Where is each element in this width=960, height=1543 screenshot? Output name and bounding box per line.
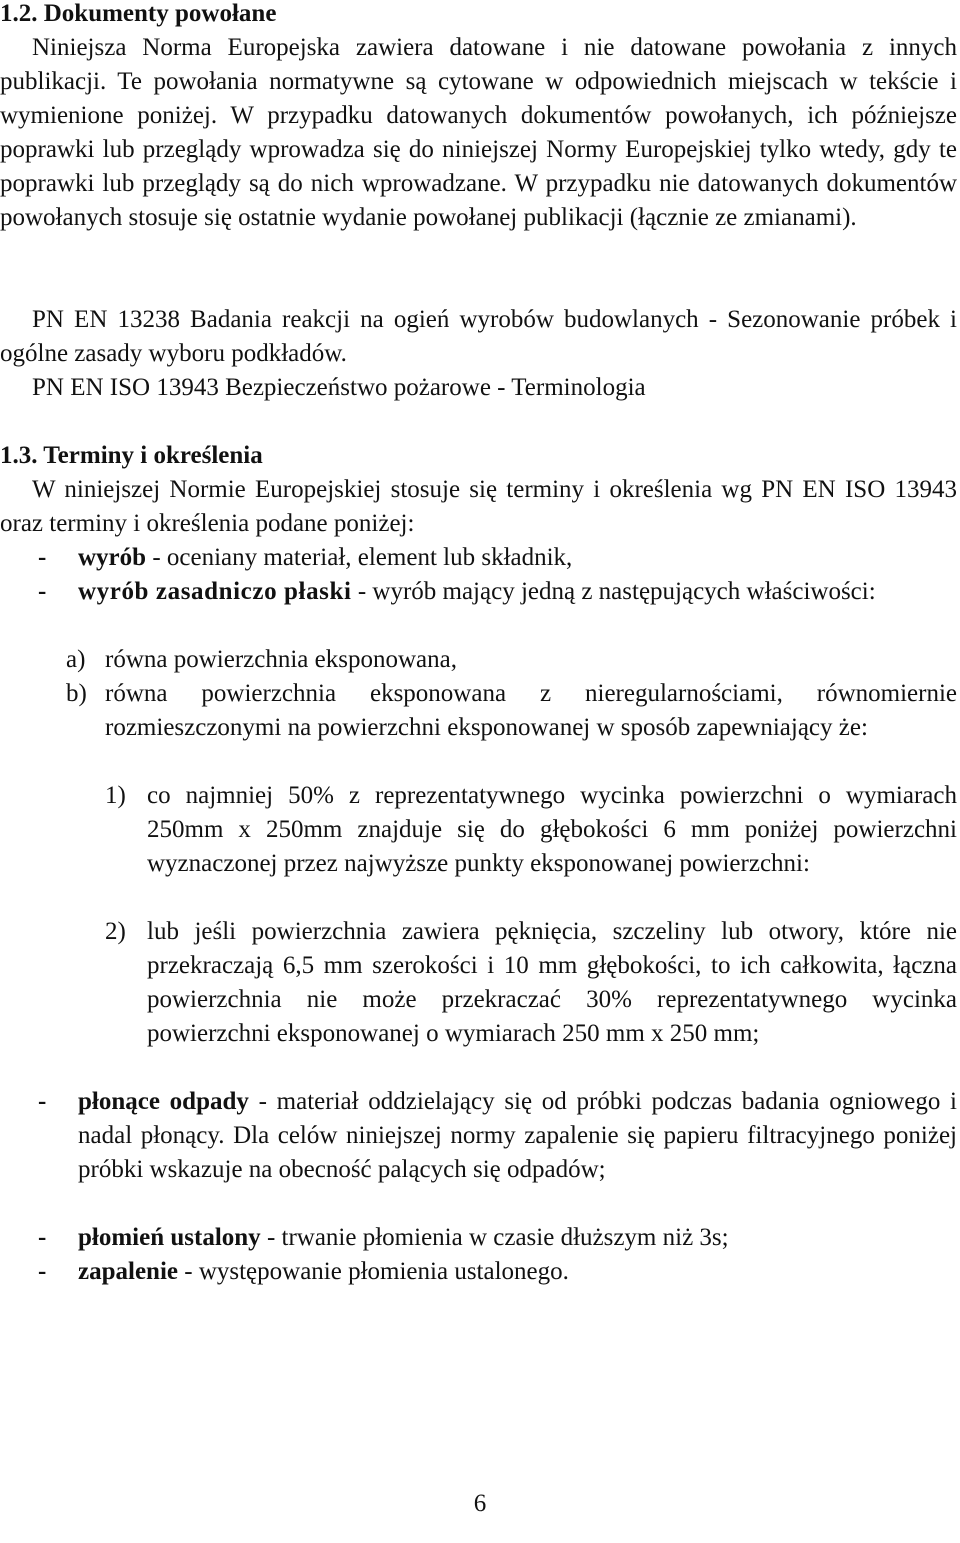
- term-text: - oceniany materiał, element lub składnik,: [146, 544, 573, 571]
- page-number: 6: [473, 1490, 487, 1517]
- reference-pn-en-iso-13943: PN EN ISO 13943 Bezpieczeństwo pożarowe - Terminologia: [32, 374, 646, 401]
- term-definition: [78, 1085, 957, 1187]
- term-text: - trwanie płomienia w czasie dłuższym niż 3s;: [260, 1224, 729, 1251]
- list-label: a): [66, 646, 86, 673]
- references-paragraph: Niniejsza Norma Europejska zawiera datowane i nie datowane powołania z innych publikacji. Te powołania normatywne są cytowane w odpowiednich miejscach w tekście i wymienione poniżej. W przypadku datowanych dokumentów powołanych, ich późniejsze poprawki lub przeglądy wprowadza się do niniejszej Normy Europejskiej tylko wtedy, gdy te poprawki lub przeglądy są do nich wprowadzane. W przypadku nie datowanych dokumentów powołanych stosuje się ostatnie wydanie powołanej publikacji (łącznie ze zmianami).: [0, 34, 957, 231]
- term-name: płomień ustalony: [78, 1224, 261, 1251]
- term-name: zapalenie: [78, 1258, 178, 1285]
- list-item-text: lub jeśli powierzchnia zawiera pęknięcia, szczeliny lub otwory, które nie przekraczają 6,5 mm szerokości i 10 mm głębokości, to ich całkowita, łączna powierzchnia nie może przekraczać 30% reprezentatywnego wycinka powierzchni eksponowanej o wymiarach 250 mm x 250 mm;: [147, 918, 957, 1047]
- term-name: wyrób: [78, 544, 147, 571]
- list-label: b): [66, 680, 87, 707]
- list-label: 1): [105, 782, 126, 809]
- list-dash: -: [38, 1224, 47, 1251]
- term-text: - materiał oddzielający się od próbki podczas badania ogniowego i nadal płonący. Dla celów niniejszej normy zapalenie się papieru filtracyjnego poniżej próbki wskazuje na obecność palących się odpadów;: [78, 1088, 957, 1183]
- term-name: wyrób zasadniczo płaski: [78, 578, 352, 605]
- terms-intro-paragraph: W niniejszej Normie Europejskiej stosuje się terminy i określenia wg PN EN ISO 13943 oraz terminy i określenia podane poniżej:: [0, 476, 957, 537]
- section-heading-1-3: 1.3. Terminy i określenia: [0, 442, 263, 469]
- list-item-text: równa powierzchnia eksponowana z nieregularnościami, równomiernie rozmieszczonymi na powierzchni eksponowanej w sposób zapewniający że:: [105, 680, 957, 741]
- section-heading-1-2: 1.2. Dokumenty powołane: [0, 0, 277, 27]
- term-definition: [78, 1221, 957, 1255]
- list-dash: -: [38, 578, 47, 605]
- list-dash: -: [38, 1258, 47, 1285]
- term-name: płonące odpady: [78, 1088, 249, 1115]
- term-text: - wyrób mający jedną z następujących właściwości:: [351, 578, 876, 605]
- term-definition: [78, 1255, 957, 1289]
- term-definition: [78, 541, 957, 575]
- term-definition: [78, 575, 957, 609]
- list-item-text: równa powierzchnia eksponowana,: [105, 646, 457, 673]
- reference-pn-en-13238: PN EN 13238 Badania reakcji na ogień wyrobów budowlanych - Sezonowanie próbek i ogólne zasady wyboru podkładów.: [0, 306, 957, 367]
- list-item-text: co najmniej 50% z reprezentatywnego wycinka powierzchni o wymiarach 250mm x 250mm znajduje się do głębokości 6 mm poniżej powierzchni wyznaczonej przez najwyższe punkty eksponowanej powierzchni:: [147, 782, 957, 877]
- term-text: - występowanie płomienia ustalonego.: [178, 1258, 569, 1285]
- list-dash: -: [38, 544, 47, 571]
- list-label: 2): [105, 918, 126, 945]
- list-dash: -: [38, 1088, 47, 1115]
